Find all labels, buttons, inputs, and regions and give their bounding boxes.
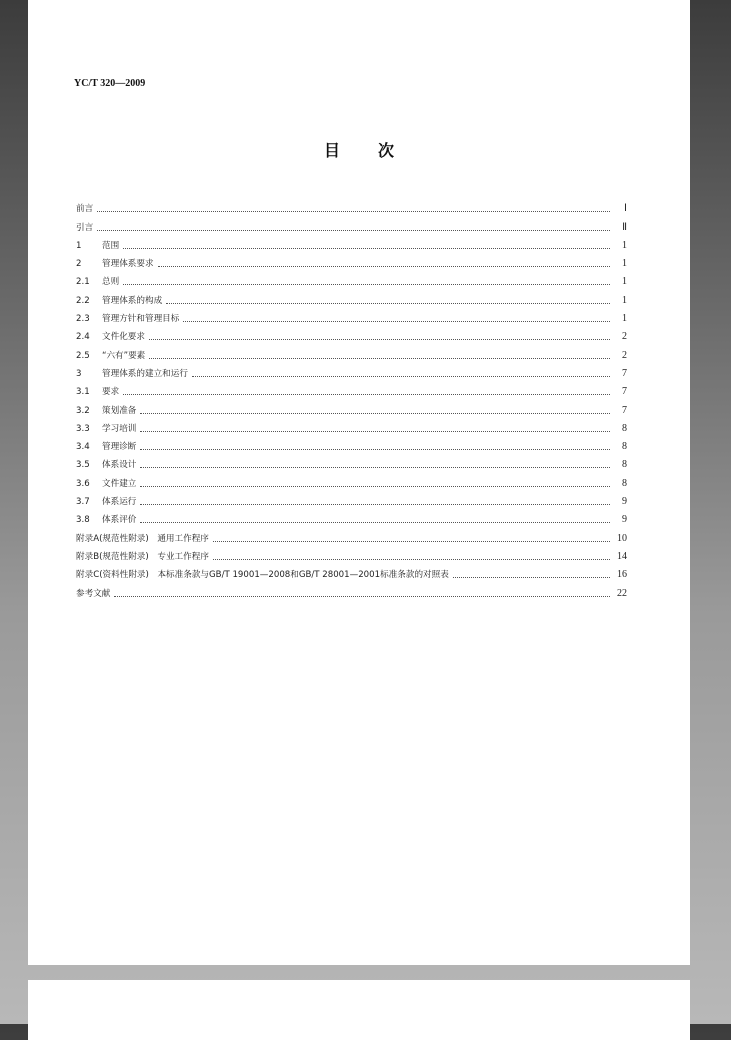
toc-entry-page: 9 <box>622 496 627 508</box>
toc-entry[interactable] <box>76 306 627 324</box>
toc-entry-number: 3.6 <box>76 478 90 489</box>
toc-entry-number: 2.3 <box>76 314 90 325</box>
toc-entry-label: 范围 <box>102 240 120 251</box>
document-page <box>28 0 690 965</box>
toc-entry[interactable] <box>76 379 627 397</box>
toc-entry-number: 3.1 <box>76 387 90 398</box>
toc-entry-label: 管理方针和管理目标 <box>102 314 180 325</box>
toc-entry-label: 体系运行 <box>102 497 137 508</box>
toc-entry-page: 2 <box>622 349 627 361</box>
toc-leader-dots <box>149 357 610 359</box>
toc-entry[interactable] <box>76 397 627 415</box>
toc-entry-number: 3.2 <box>76 405 90 416</box>
toc-leader-dots <box>140 466 610 468</box>
toc-entry[interactable] <box>76 434 627 452</box>
toc-leader-dots <box>140 448 610 450</box>
toc-entry[interactable] <box>76 416 627 434</box>
toc-entry[interactable] <box>76 233 627 251</box>
toc-leader-dots <box>140 430 610 432</box>
toc-entry-label: 管理体系的构成 <box>102 295 163 306</box>
toc-entry-page: 8 <box>622 441 627 453</box>
toc-entry[interactable] <box>76 361 627 379</box>
toc-entry[interactable] <box>76 525 627 543</box>
toc-entry-label: 要求 <box>102 387 120 398</box>
toc-entry[interactable] <box>76 214 627 232</box>
toc-leader-dots <box>158 265 610 267</box>
toc-entry-page: 1 <box>622 294 627 306</box>
toc-leader-dots <box>140 485 610 487</box>
toc-entry[interactable] <box>76 470 627 488</box>
toc-entry-page: 7 <box>622 367 627 379</box>
toc-entry[interactable] <box>76 269 627 287</box>
toc-entry-label: 策划准备 <box>102 405 137 416</box>
toc-entry-page: 8 <box>622 477 627 489</box>
toc-leader-dots <box>166 302 610 304</box>
table-of-contents <box>76 196 627 599</box>
toc-entry-number: 2 <box>76 259 82 270</box>
toc-entry-number: 1 <box>76 240 82 251</box>
toc-entry-label: 体系评价 <box>102 515 137 526</box>
toc-leader-dots <box>97 229 610 231</box>
toc-entry-number: 3 <box>76 368 82 379</box>
toc-leader-dots <box>192 375 610 377</box>
toc-entry-number: 3.3 <box>76 423 90 434</box>
toc-entry[interactable] <box>76 324 627 342</box>
toc-entry-page: 22 <box>617 587 627 599</box>
toc-entry[interactable] <box>76 562 627 580</box>
toc-entry[interactable] <box>76 196 627 214</box>
toc-entry[interactable] <box>76 580 627 598</box>
toc-entry-label: 学习培训 <box>102 423 137 434</box>
toc-leader-dots <box>149 338 610 340</box>
toc-entry-number: 3.8 <box>76 515 90 526</box>
toc-leader-dots <box>123 393 610 395</box>
toc-leader-dots <box>140 412 610 414</box>
toc-entry-number: 3.4 <box>76 442 90 453</box>
standard-code: YC/T 320—2009 <box>74 78 146 89</box>
toc-leader-dots <box>123 247 610 249</box>
toc-entry-number: 3.7 <box>76 497 90 508</box>
toc-entry-number: 2.1 <box>76 277 90 288</box>
toc-entry[interactable] <box>76 251 627 269</box>
toc-leader-dots <box>123 283 610 285</box>
toc-entry-number: 2.2 <box>76 295 90 306</box>
toc-entry-page: 1 <box>622 276 627 288</box>
toc-leader-dots <box>114 595 610 597</box>
toc-entry-label: 附录B(规范性附录) 专业工作程序 <box>76 551 209 562</box>
toc-entry-label: 管理体系要求 <box>102 259 154 270</box>
toc-entry-page: 14 <box>617 550 627 562</box>
toc-entry[interactable] <box>76 544 627 562</box>
toc-leader-dots <box>453 576 610 578</box>
toc-leader-dots <box>183 320 610 322</box>
toc-leader-dots <box>213 540 610 542</box>
toc-leader-dots <box>140 503 610 505</box>
toc-entry-page: Ⅱ <box>622 221 627 233</box>
toc-entry-page: 16 <box>617 569 627 581</box>
toc-entry-page: 8 <box>622 422 627 434</box>
toc-entry-label: 管理体系的建立和运行 <box>102 368 188 379</box>
toc-entry-page: 8 <box>622 459 627 471</box>
toc-entry-page: 1 <box>622 239 627 251</box>
toc-entry-number: 2.4 <box>76 332 90 343</box>
toc-entry[interactable] <box>76 452 627 470</box>
toc-entry[interactable] <box>76 507 627 525</box>
toc-leader-dots <box>140 521 610 523</box>
toc-entry-page: 1 <box>622 313 627 325</box>
toc-entry-label: 文件化要求 <box>102 332 145 343</box>
toc-entry-label: 附录A(规范性附录) 通用工作程序 <box>76 533 209 544</box>
toc-entry-label: 参考文献 <box>76 588 111 599</box>
toc-entry-label: 引言 <box>76 222 94 233</box>
toc-entry-page: 10 <box>617 532 627 544</box>
toc-entry-label: 文件建立 <box>102 478 137 489</box>
toc-entry-page: 1 <box>622 258 627 270</box>
toc-entry-label: 前言 <box>76 204 94 215</box>
toc-entry-label: “六有”要素 <box>102 350 146 361</box>
toc-entry-number: 2.5 <box>76 350 90 361</box>
toc-entry-number: 3.5 <box>76 460 90 471</box>
toc-entry-page: 2 <box>622 331 627 343</box>
toc-entry-page: 9 <box>622 514 627 526</box>
toc-entry-page: 7 <box>622 404 627 416</box>
toc-leader-dots <box>213 558 610 560</box>
toc-entry-label: 附录C(资料性附录) 本标准条款与GB/T 19001—2008和GB/T 28001—2001标准条款的对照表 <box>76 570 449 581</box>
toc-entry[interactable] <box>76 342 627 360</box>
toc-entry-page: Ⅰ <box>624 203 627 215</box>
toc-entry-label: 总则 <box>102 277 120 288</box>
toc-entry-label: 管理诊断 <box>102 442 137 453</box>
toc-entry-label: 体系设计 <box>102 460 137 471</box>
page-title: 目次 <box>323 141 432 160</box>
toc-entry-page: 7 <box>622 386 627 398</box>
next-page-edge <box>28 980 690 1040</box>
toc-entry[interactable] <box>76 287 627 305</box>
toc-entry[interactable] <box>76 489 627 507</box>
toc-leader-dots <box>97 210 610 212</box>
